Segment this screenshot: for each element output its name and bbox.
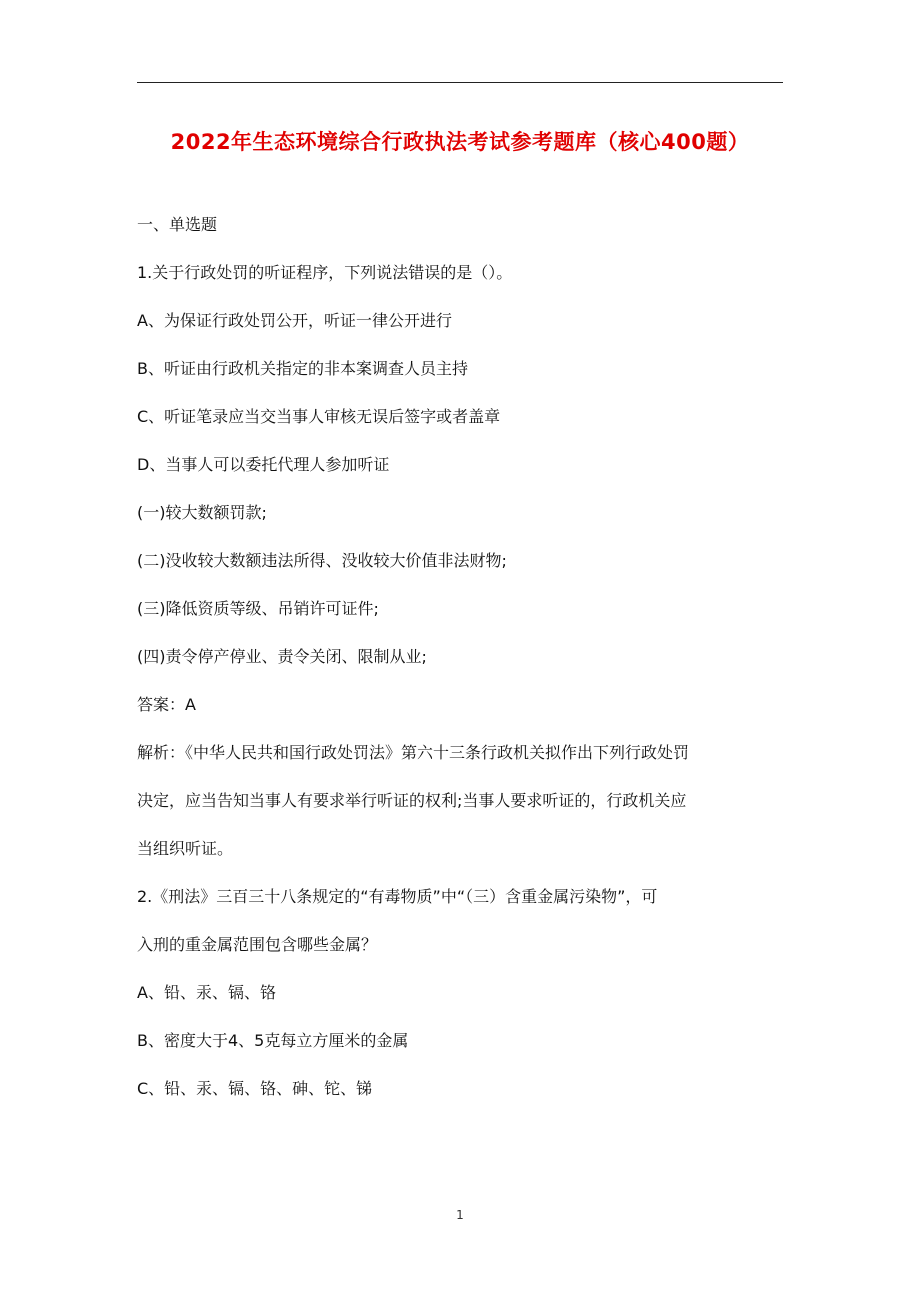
question-2-option-a: A、铅、汞、镉、铬 xyxy=(137,983,276,1002)
question-1-item-2: (二)没收较大数额违法所得、没收较大价值非法财物; xyxy=(137,551,507,570)
question-1-analysis-line-2: 决定，应当告知当事人有要求举行听证的权利;当事人要求听证的，行政机关应 xyxy=(137,791,687,810)
question-1-option-b: B、听证由行政机关指定的非本案调查人员主持 xyxy=(137,359,468,378)
question-1-option-a: A、为保证行政处罚公开，听证一律公开进行 xyxy=(137,311,452,330)
question-1-item-3: (三)降低资质等级、吊销许可证件; xyxy=(137,599,379,618)
question-2-text-line-2: 入刑的重金属范围包含哪些金属？ xyxy=(137,935,378,954)
section-heading: 一、单选题 xyxy=(137,215,218,234)
question-1-option-d: D、当事人可以委托代理人参加听证 xyxy=(137,455,390,474)
question-1-analysis-line-1: 解析：《中华人民共和国行政处罚法》第六十三条行政机关拟作出下列行政处罚 xyxy=(137,743,690,762)
question-1-item-4: (四)责令停产停业、责令关闭、限制从业; xyxy=(137,647,427,666)
document-title: 2022年生态环境综合行政执法考试参考题库（核心400题） xyxy=(170,130,750,154)
question-1-option-c: C、听证笔录应当交当事人审核无误后签字或者盖章 xyxy=(137,407,501,426)
question-2-text-line-1: 2.《刑法》三百三十八条规定的“有毒物质”中“（三）含重金属污染物”，可 xyxy=(137,887,658,906)
question-1-analysis-line-3: 当组织听证。 xyxy=(137,839,234,858)
question-2-option-c: C、铅、汞、镉、铬、砷、铊、锑 xyxy=(137,1079,373,1098)
question-1-answer: 答案：A xyxy=(137,695,196,714)
question-2-option-b: B、密度大于4、5克每立方厘米的金属 xyxy=(137,1031,409,1050)
question-1-item-1: (一)较大数额罚款; xyxy=(137,503,267,522)
page-number: 1 xyxy=(456,1208,464,1222)
header-rule xyxy=(137,82,783,83)
question-1-text: 1.关于行政处罚的听证程序，下列说法错误的是（）。 xyxy=(137,263,513,282)
